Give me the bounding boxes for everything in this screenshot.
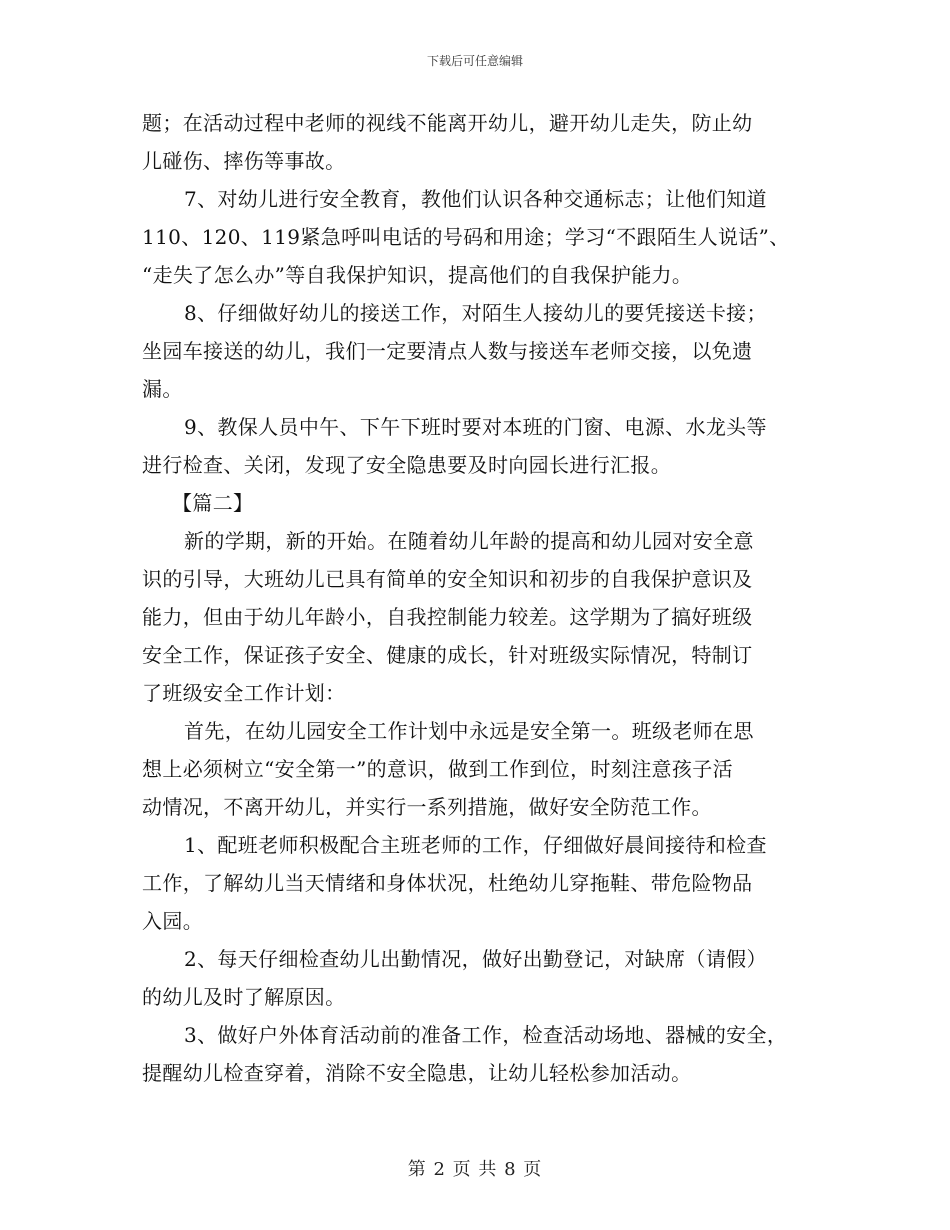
text-line: 工作，了解幼儿当天情绪和身体状况，杜绝幼儿穿拖鞋、带危险物品 bbox=[142, 871, 753, 895]
text-line: 儿碰伤、摔伤等事故。 bbox=[142, 149, 346, 173]
text-line: 的幼儿及时了解原因。 bbox=[142, 985, 346, 1009]
text-line: 想上必须树立“安全第一”的意识，做到工作到位，时刻注意孩子活 bbox=[142, 757, 733, 781]
text-line: 安全工作，保证孩子安全、健康的成长，针对班级实际情况，特制订 bbox=[142, 643, 753, 667]
text-line: 1、配班老师积极配合主班老师的工作，仔细做好晨间接待和检查 bbox=[184, 833, 767, 857]
text-line: 题；在活动过程中老师的视线不能离开幼儿，避开幼儿走失，防止幼 bbox=[142, 111, 753, 135]
text-line: 110、120、119紧急呼叫电话的号码和用途；学习“不跟陌生人说话”、 bbox=[142, 225, 790, 249]
text-line: 新的学期，新的开始。在随着幼儿年龄的提高和幼儿园对安全意 bbox=[184, 529, 754, 553]
page-footer: 第 2 页 共 8 页 bbox=[407, 1159, 543, 1180]
document-body bbox=[142, 104, 814, 1092]
text-line: 首先，在幼儿园安全工作计划中永远是安全第一。班级老师在思 bbox=[184, 719, 754, 743]
text-line: 2、每天仔细检查幼儿出勤情况，做好出勤登记，对缺席（请假） bbox=[184, 947, 767, 971]
page-header: 下载后可任意编辑 bbox=[426, 54, 523, 68]
text-line: 了班级安全工作计划： bbox=[142, 681, 346, 705]
text-line: 8、仔细做好幼儿的接送工作，对陌生人接幼儿的要凭接送卡接； bbox=[184, 301, 767, 325]
text-line: 进行检查、关闭，发现了安全隐患要及时向园长进行汇报。 bbox=[142, 453, 672, 477]
text-line: 3、做好户外体育活动前的准备工作，检查活动场地、器械的安全， bbox=[184, 1023, 788, 1047]
text-line: 漏。 bbox=[142, 377, 183, 401]
text-line: 提醒幼儿检查穿着，消除不安全隐患，让幼儿轻松参加活动。 bbox=[142, 1061, 692, 1085]
text-line: 动情况，不离开幼儿，并实行一系列措施，做好安全防范工作。 bbox=[142, 795, 712, 819]
text-line: 9、教保人员中午、下午下班时要对本班的门窗、电源、水龙头等 bbox=[184, 415, 767, 439]
text-line: 入园。 bbox=[142, 909, 204, 933]
text-line: 识的引导，大班幼儿已具有简单的安全知识和初步的自我保护意识及 bbox=[142, 567, 753, 591]
section-heading: 【篇二】 bbox=[172, 491, 254, 515]
text-line: 坐园车接送的幼儿，我们一定要清点人数与接送车老师交接，以免遗 bbox=[142, 339, 753, 363]
text-line: “走失了怎么办”等自我保护知识，提高他们的自我保护能力。 bbox=[142, 263, 693, 287]
text-line: 能力，但由于幼儿年龄小，自我控制能力较差。这学期为了搞好班级 bbox=[142, 605, 753, 629]
text-line: 7、对幼儿进行安全教育，教他们认识各种交通标志；让他们知道 bbox=[184, 187, 767, 211]
